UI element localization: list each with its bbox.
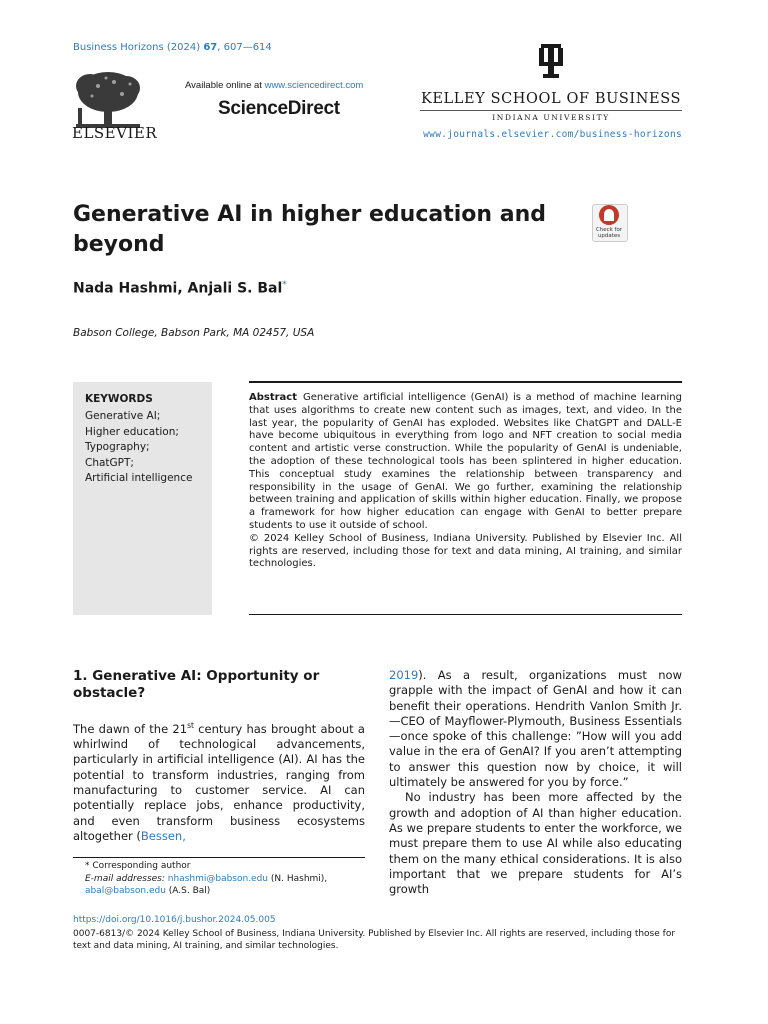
email-link-hashmi[interactable]: nhashmi@babson.edu [167,873,269,884]
citation-link-bessen[interactable]: Bessen, [140,828,186,843]
sciencedirect-link[interactable]: www.sciencedirect.com [264,80,364,91]
citation-link-2019[interactable]: 2019 [389,668,419,682]
authors [73,280,287,297]
check-updates-label: Check for updates [595,227,623,239]
abstract [249,392,682,571]
right-column [389,668,682,897]
keyword-item: ChatGPT; [85,456,134,469]
footer-copyright: 0007-6813/© 2024 Kelley School of Business, Indiana University. Published by Elsevier Inc. All rights are reserved, including those for text and data mining, AI training, and similar technologies. [73,929,676,951]
journal-homepage-link[interactable]: www.journals.elsevier.com/business-horizons [423,129,682,140]
right-paragraph-1 [389,668,682,790]
section-heading: 1. Generative AI: Opportunity or obstacle? [73,668,320,701]
indiana-university-name: INDIANA UNIVERSITY [492,113,610,122]
sciencedirect-logo: ScienceDirect [218,98,340,119]
iu-trident-icon [537,44,565,78]
corresponding-author-note: * Corresponding author [85,861,191,871]
available-online-label: Available online at [185,80,265,91]
keyword-item: Higher education; [85,425,179,438]
abstract-top-rule [249,381,682,383]
author-names: Nada Hashmi, Anjali S. Bal [73,280,283,297]
footnote-rule [73,857,365,858]
keywords-heading: KEYWORDS [85,393,153,405]
journal-ref-volume: 67 [203,42,218,53]
right-para-1-text: ). As a result, organizations must now grapple with the impact of GenAI and how it can benefit their operations. Hendrith Vanlon Smith Jr.—CEO of Mayflower-Plymouth, Business Essentials—once spoke of this challenge: ”How will you add value in the era of GenAI? If you aren’t attempting to answer this question now by choice, it will ultimately be answered for you by force.” [389,668,682,790]
available-online [185,80,363,91]
keyword-item: Typography; [85,441,150,453]
para-superscript: st [187,721,194,730]
para-text-b: century has brought about a whirlwind of technological advancements, particularly in artificial intelligence (AI). AI has the potential to transform industries, ranging from manufacturing to customer service. AI can potentially replace jobs, enhance productivity, and even transform business ecosystems altogether ( [73,721,365,843]
keyword-item: Artificial intelligence [85,472,193,484]
email-owner-bal: (A.S. Bal) [165,886,211,896]
para-text-a: The dawn of the 21 [73,721,188,736]
elsevier-name: ELSEVIER [72,124,158,142]
abstract-label: Abstract [249,392,298,403]
email-label: E-mail addresses: [85,873,168,884]
email-owner-hashmi: (N. Hashmi), [268,873,328,884]
corresponding-author-mark[interactable]: * [282,280,287,290]
footnote [73,860,365,898]
kelley-divider [420,110,682,111]
abstract-text: Generative artificial intelligence (GenAI) is a method of machine learning that uses algorithms to create new content such as images, text, and video. In the last year, the popularity of GenAI has exploded. Websites like ChatGPT and DALL-E have become ubiquitous in everything from logo and NFT creation to social media content and artistic verse construction. While the popularity of GenAI is undeniable, the adoption of these technological tools has been splintered in higher education. This conceptual study examines the relationship between transparency and responsibility in the usage of GenAI. We go further, examining the relationship between training and application of skills within higher education. Finally, we propose a framework for how higher education can engage with GenAI to better prepare students to use it outside of school. [249,392,682,531]
email-addresses [73,873,365,898]
affiliation: Babson College, Babson Park, MA 02457, USA [73,327,315,339]
abstract-bottom-rule [249,614,682,615]
keyword-item: Generative AI; [85,410,161,422]
journal-ref-pages: , 607—614 [217,42,272,53]
keywords-list [85,409,192,487]
article-title: Generative AI in higher education and beyond [73,202,546,257]
right-paragraph-2: No industry has been more affected by the growth and adoption of AI than higher education. As we prepare students to enter the workforce, we must prepare them to use AI while also educating them on the many ethical considerations. It is also important that we prepare students for AI’s growth [389,790,682,897]
abstract-copyright: © 2024 Kelley School of Business, Indiana University. Published by Elsevier Inc. All rights are reserved, including those for text and data mining, AI training, and similar technologies. [249,532,682,570]
crossmark-inner [604,209,614,221]
check-for-updates-badge[interactable] [590,204,628,242]
doi-link[interactable]: https://doi.org/10.1016/j.bushor.2024.05.005 [73,915,276,925]
abstract-body [249,392,682,533]
journal-reference[interactable] [73,42,272,53]
journal-ref-prefix: Business Horizons (2024) [73,42,204,53]
left-column-paragraph [73,718,365,844]
kelley-school-name: KELLEY SCHOOL OF BUSINESS [420,91,682,107]
email-link-bal[interactable]: abal@babson.edu [85,886,166,896]
